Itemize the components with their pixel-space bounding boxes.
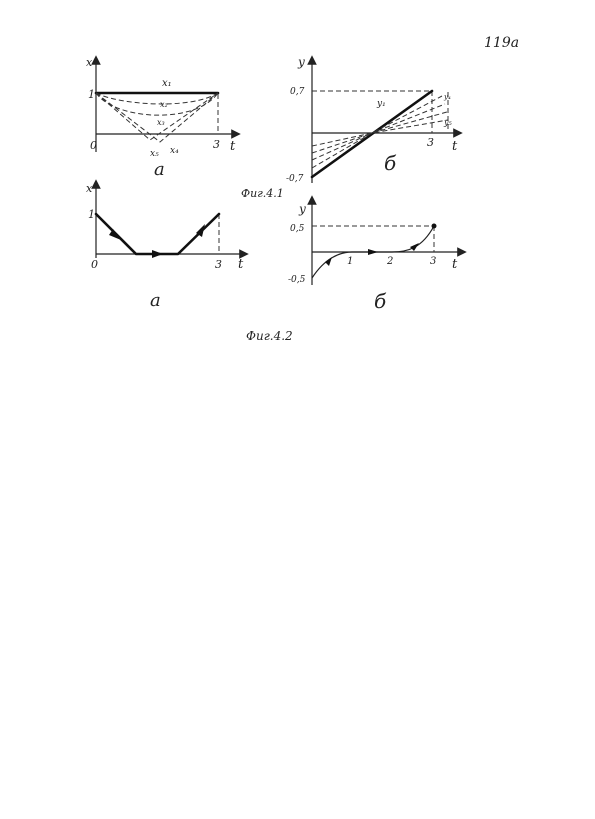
fig41a-axis-t-label: t [230, 139, 236, 154]
fig42a-arrow-2 [152, 250, 163, 258]
fig42b-tick-top: 0,5 [290, 224, 305, 234]
fig42b-tick-bottom: -0,5 [288, 275, 306, 285]
fig41a-axis-x-label: x [86, 56, 93, 69]
fig42a-tick-3: 3 [215, 258, 222, 271]
fig42b-tick-2: 2 [387, 256, 394, 267]
fig41b-curve-y1 [312, 91, 432, 177]
fig42b-sub-label: б [374, 289, 387, 313]
fig42a-tick-0: 0 [91, 258, 98, 271]
fig41a-label-x3: x₃ [157, 118, 165, 127]
fig41b-label-y5: y₅ [444, 118, 452, 127]
fig42b-tick-1: 1 [347, 256, 354, 267]
fig41b-label-y4: y₄ [444, 93, 451, 101]
fig42-caption: Фиг.4.2 [246, 329, 293, 343]
fig42b-end-point [432, 224, 437, 229]
fig41b-sub-label: б [384, 151, 397, 175]
fig42b-arrow-2 [368, 249, 378, 255]
fig41a-label-x2: x₂ [160, 100, 168, 109]
fig42b-tick-3: 3 [430, 256, 437, 267]
fig41b-plot [286, 55, 458, 184]
fig42a-axis-x-label: x [86, 182, 93, 195]
fig41a-tick-3: 3 [213, 138, 220, 151]
fig41b-tick-3: 3 [427, 136, 434, 149]
fig42a-sub-label: а [150, 290, 161, 311]
fig42b-arrow-3 [410, 243, 419, 251]
fig42b-plot [288, 200, 462, 313]
fig42a-tick-1: 1 [88, 208, 95, 221]
fig41b-label-y1: y₁ [377, 99, 386, 109]
fig41b-tick-top: 0,7 [290, 87, 305, 97]
fig41a-tick-0: 0 [90, 139, 97, 152]
fig41a-label-x4: x₄ [170, 146, 179, 156]
fig41b-axis-y-label: y [298, 55, 305, 69]
fig41b-tick-bottom: -0,7 [286, 174, 304, 184]
fig41a-plot [86, 56, 236, 180]
fig42b-axis-t-label: t [452, 257, 458, 272]
fig42a-axis-t-label: t [238, 257, 244, 272]
fig41a-tick-1: 1 [88, 88, 95, 101]
fig41a-curve-x3 [96, 93, 218, 115]
fig42a-plot [86, 182, 244, 311]
fig41a-curve-x2 [96, 93, 218, 104]
fig41a-label-x5: x₅ [150, 149, 159, 159]
fig41b-axis-t-label: t [452, 139, 458, 154]
fig41a-sub-label: а [154, 159, 165, 180]
fig42a-arrow-1 [109, 229, 121, 240]
fig42b-axis-y-label: y [299, 202, 306, 216]
fig41-caption: Фиг.4.1 [241, 187, 284, 200]
fig41a-label-x1: x₁ [162, 78, 172, 89]
page-number: 119а [484, 35, 520, 51]
fig42b-arrow-1 [325, 257, 332, 266]
